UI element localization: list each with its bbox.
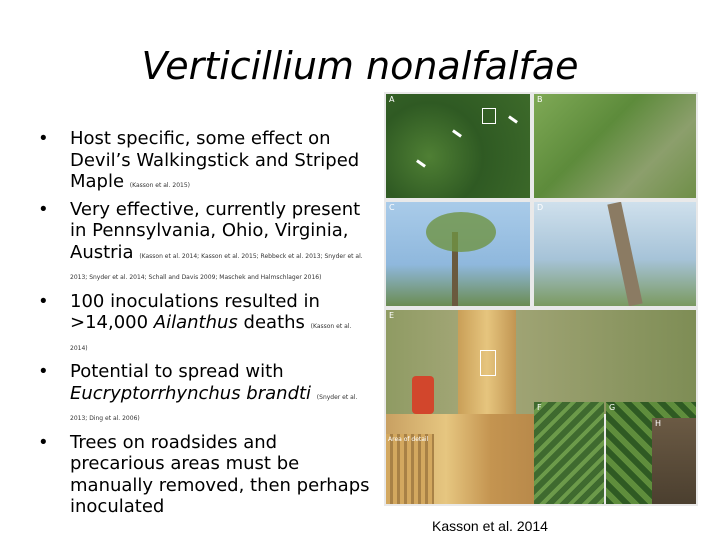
detail-box	[482, 108, 496, 124]
photo-panel-e	[386, 310, 696, 414]
bullet-item	[40, 361, 370, 426]
panel-label: G	[609, 403, 616, 412]
bullet-citation: (Kasson et al. 2015)	[129, 182, 190, 189]
panel-label: C	[389, 203, 395, 212]
bullet-citation: (Kasson et al. 2014; Kasson et al. 2015; Rebbeck et al. 2013; Snyder et al. 2013; Snyder et al. 2014; Schall and Davis 2009; Maschek and Halmschlager 2016)	[70, 252, 363, 281]
bullet-text: 100 inoculations resulted in >14,000	[70, 290, 320, 333]
photo-panel-h	[652, 418, 696, 504]
photo-panel-a	[386, 94, 530, 198]
bullet-text: Very effective, currently present in Pennsylvania, Ohio, Virginia, Austria	[70, 198, 361, 263]
caption-year: 2014	[516, 518, 548, 534]
panel-label: H	[655, 419, 662, 428]
bullet-item	[40, 291, 370, 356]
photo-panel-c	[386, 202, 530, 306]
bullet-dot: •	[40, 290, 47, 312]
bullet-list	[40, 128, 370, 524]
photo-panel-b	[534, 94, 696, 198]
bullet-citation: (Kasson et al. 2014)	[70, 323, 352, 352]
bullet-text: deaths	[237, 312, 305, 333]
caption-authors: Kasson et al.	[432, 518, 517, 534]
bullet-text-italic: Eucryptorrhynchus brandti	[70, 382, 312, 404]
figure-caption	[432, 518, 548, 534]
bullet-text: Host specific, some effect on Devil’s Walkingstick and Striped Maple	[70, 128, 360, 192]
foliage-shape	[426, 212, 496, 252]
trunk-shape	[607, 202, 642, 306]
bullet-item	[40, 432, 370, 518]
bullet-text: Trees on roadsides and precarious areas must be manually removed, then perhaps inoculated	[70, 431, 370, 517]
photo-panel-d	[534, 202, 696, 306]
bullet-item	[40, 199, 370, 285]
inset-photo	[386, 434, 434, 504]
arrow-icon	[416, 159, 426, 167]
panel-label: B	[537, 95, 543, 104]
bullet-dot: •	[40, 198, 47, 220]
photo-panel-e-lower	[386, 414, 536, 504]
slide-title: Verticillium nonalfalfae	[141, 44, 579, 88]
arrow-icon	[508, 115, 518, 123]
bullet-dot: •	[40, 431, 47, 453]
bullet-text: Potential to spread with	[70, 361, 284, 382]
panel-label: A	[389, 95, 395, 104]
photo-figure	[384, 92, 698, 506]
panel-label: F	[537, 403, 542, 412]
bullet-item	[40, 128, 370, 193]
detail-box	[480, 350, 496, 376]
inset-label: Area of detail	[388, 436, 429, 443]
panel-label: E	[389, 311, 395, 320]
arrow-icon	[452, 129, 462, 137]
bullet-citation: (Snyder et al. 2013; Ding et al. 2006)	[70, 393, 358, 422]
bullet-dot: •	[40, 361, 47, 382]
red-flag	[412, 376, 434, 414]
bullet-text-italic: Ailanthus	[153, 312, 238, 333]
panel-label: D	[537, 203, 544, 212]
bullet-dot: •	[40, 128, 47, 149]
photo-panel-f	[534, 402, 604, 504]
